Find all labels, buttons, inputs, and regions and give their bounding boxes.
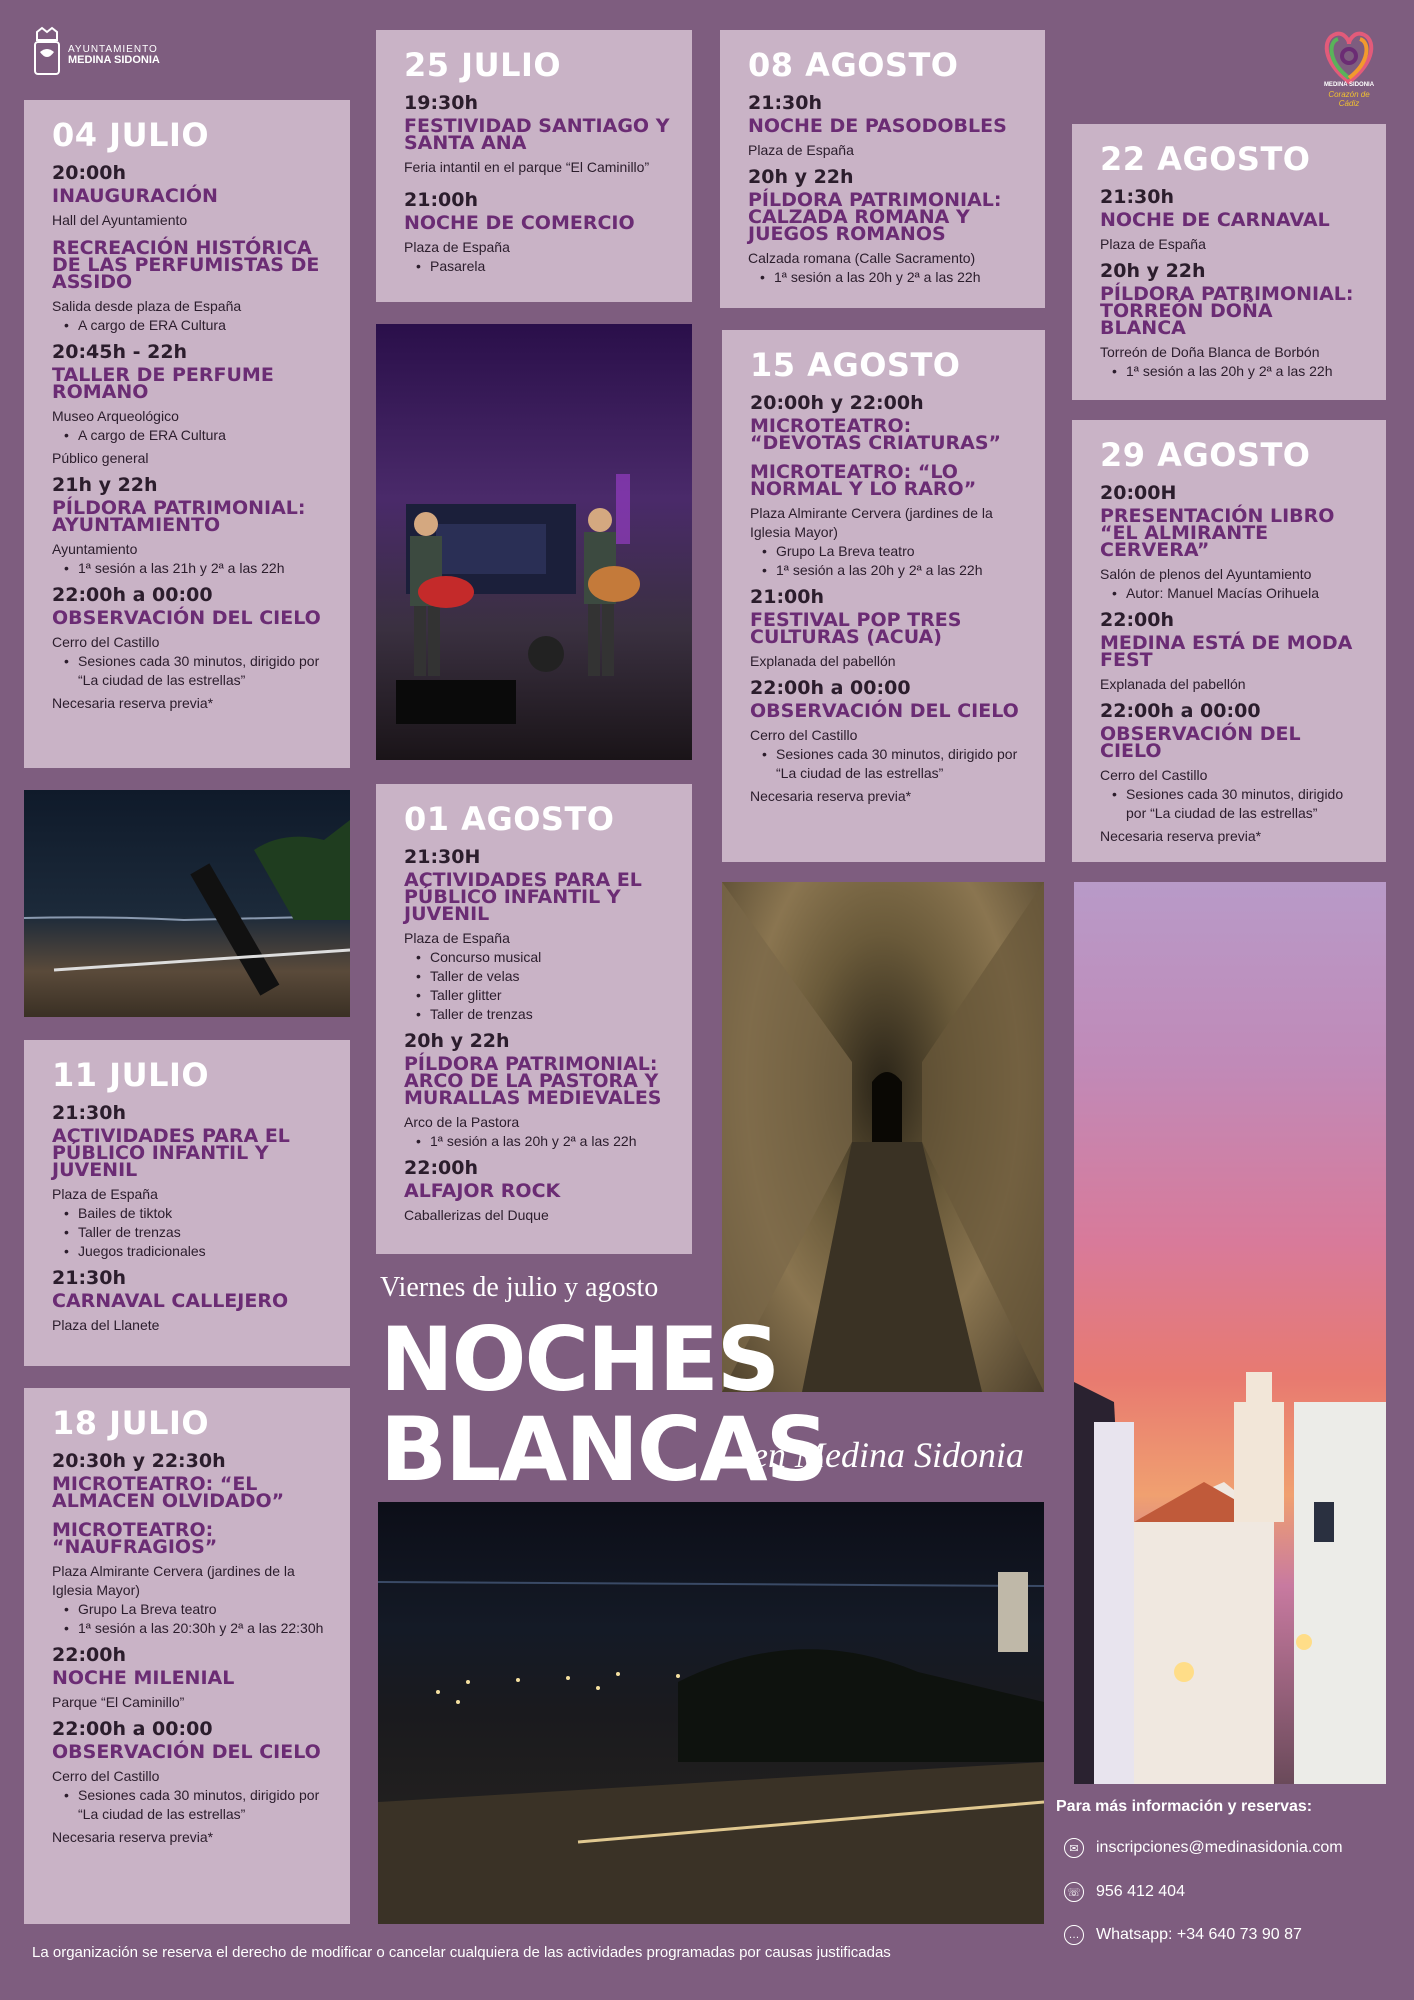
card-29-agosto — [1072, 420, 1386, 862]
reservation-note: Necesaria reserva previa* — [52, 1829, 214, 1845]
event-place: Plaza de España — [748, 142, 854, 158]
event-place: Cerro del Castillo — [750, 727, 858, 743]
whatsapp-text[interactable]: Whatsapp: +34 640 73 90 87 — [1096, 1926, 1302, 1943]
card-08-agosto — [720, 30, 1045, 308]
event-title: INAUGURACIÓN — [52, 185, 218, 207]
event-note: • Taller de trenzas — [64, 1223, 328, 1242]
event-title: NOCHE DE PASODOBLES — [748, 115, 1007, 137]
event-time: 22:00h a 00:00 — [52, 1718, 213, 1740]
event-note: • Bailes de tiktok — [64, 1204, 328, 1223]
event-place: Parque “El Caminillo” — [52, 1694, 185, 1710]
event-title: OBSERVACIÓN DEL CIELO — [52, 607, 321, 629]
event-time: 22:00h — [1100, 609, 1175, 631]
event-place: Plaza de España — [404, 930, 510, 946]
reservation-note: Necesaria reserva previa* — [52, 695, 214, 711]
brand-kicker: Viernes de julio y agosto — [380, 1272, 659, 1303]
brand-title-line2: BLANCAS — [380, 1398, 827, 1501]
brand-subtitle: en Medina Sidonia — [752, 1435, 1024, 1475]
event-note: • Sesiones cada 30 minutos, dirigido por “La ciudad de las estrellas” — [64, 652, 328, 690]
event-title: NOCHE DE CARNAVAL — [1100, 209, 1330, 231]
event-time: 20h y 22h — [1100, 260, 1206, 282]
event-time: 21:30h — [1100, 186, 1175, 208]
event-time: 22:00h — [404, 1157, 479, 1179]
photo-sunset-street — [1074, 882, 1386, 1784]
event-note: • Concurso musical — [416, 948, 670, 967]
date-heading: 29 AGOSTO — [1100, 436, 1311, 474]
event-note: • Taller glitter — [416, 986, 670, 1005]
corazon-de-cadiz-logo — [1318, 26, 1380, 108]
phone-text[interactable]: 956 412 404 — [1096, 1883, 1185, 1900]
event-place: Museo Arqueológico — [52, 408, 179, 424]
event-note: • A cargo de ERA Cultura — [64, 426, 328, 445]
event-place: Explanada del pabellón — [1100, 676, 1246, 692]
logo-line2: MEDINA SIDONIA — [68, 54, 160, 66]
event-title: OBSERVACIÓN DEL CIELO — [52, 1741, 321, 1763]
date-heading: 01 AGOSTO — [404, 800, 615, 838]
event-title: PÍLDORA PATRIMONIAL: CALZADA ROMANA Y JUEGOS ROMANOS — [748, 189, 1002, 245]
logo-line1: AYUNTAMIENTO — [68, 44, 158, 55]
card-25-julio — [376, 30, 692, 302]
card-04-julio — [24, 100, 350, 768]
event-note: • A cargo de ERA Cultura — [64, 316, 328, 335]
municipal-logo — [32, 26, 160, 84]
event-place: Explanada del pabellón — [750, 653, 896, 669]
event-place: Plaza Almirante Cervera (jardines de la Iglesia Mayor) — [52, 1563, 295, 1598]
event-time: 19:30h — [404, 92, 479, 114]
event-title: PÍLDORA PATRIMONIAL: TORREÓN DOÑA BLANCA — [1100, 283, 1354, 339]
event-note: • Taller de trenzas — [416, 1005, 670, 1024]
date-heading: 11 JULIO — [52, 1056, 210, 1094]
event-note: • 1ª sesión a las 20h y 2ª a las 22h — [760, 268, 1023, 287]
event-time: 22:00h a 00:00 — [52, 584, 213, 606]
event-place: Plaza de España — [1100, 236, 1206, 252]
date-heading: 08 AGOSTO — [748, 46, 959, 84]
event-time: 21:00h — [404, 189, 479, 211]
event-place: Plaza de España — [52, 1186, 158, 1202]
event-title: MICROTEATRO: “EL ALMACEN OLVIDADO” — [52, 1473, 285, 1512]
date-heading: 15 AGOSTO — [750, 346, 961, 384]
reservation-note: Necesaria reserva previa* — [750, 788, 912, 804]
event-time: 22:00h a 00:00 — [1100, 700, 1261, 722]
date-heading: 25 JULIO — [404, 46, 562, 84]
brand-title-line1: NOCHES — [380, 1308, 779, 1411]
contact-heading: Para más información y reservas: — [1056, 1798, 1313, 1815]
event-place: Caballerizas del Duque — [404, 1207, 549, 1223]
event-place: Cerro del Castillo — [1100, 767, 1208, 783]
event-title: NOCHE MILENIAL — [52, 1667, 235, 1689]
coat-of-arms-icon — [32, 26, 62, 84]
event-note: • Taller de velas — [416, 967, 670, 986]
whatsapp-icon: … — [1064, 1925, 1084, 1945]
event-place: Torreón de Doña Blanca de Borbón — [1100, 344, 1320, 360]
event-place: Plaza del Llanete — [52, 1317, 160, 1333]
event-note: • Sesiones cada 30 minutos, dirigido por “La ciudad de las estrellas” — [64, 1786, 328, 1824]
event-place: Arco de la Pastora — [404, 1114, 520, 1130]
email-text[interactable]: inscripciones@medinasidonia.com — [1096, 1839, 1343, 1856]
event-note: • Pasarela — [416, 257, 670, 276]
event-note: • Grupo La Breva teatro — [64, 1600, 328, 1619]
footer-disclaimer: La organización se reserva el derecho de modificar o cancelar cualquiera de las actividades programadas por causas justificadas — [32, 1944, 891, 1961]
event-time: 20h y 22h — [404, 1030, 510, 1052]
event-time: 21h y 22h — [52, 474, 158, 496]
date-heading: 22 AGOSTO — [1100, 140, 1311, 178]
event-title: TALLER DE PERFUME ROMANO — [52, 364, 274, 403]
event-place: Salida desde plaza de España — [52, 298, 242, 314]
event-title: MICROTEATRO: “DEVOTAS CRIATURAS” — [750, 415, 1002, 454]
event-title: FESTIVAL POP TRES CULTURAS (ACUA) — [750, 609, 962, 648]
heart-icon — [1318, 26, 1380, 88]
event-time: 20:00h — [52, 162, 127, 184]
event-note: • Sesiones cada 30 minutos, dirigido por “La ciudad de las estrellas” — [762, 745, 1023, 783]
event-title: MICROTEATRO: “LO NORMAL Y LO RARO” — [750, 461, 977, 500]
event-time: 20h y 22h — [748, 166, 854, 188]
date-heading: 04 JULIO — [52, 116, 210, 154]
event-note: • 1ª sesión a las 20h y 2ª a las 22h — [416, 1132, 670, 1151]
event-place: Calzada romana (Calle Sacramento) — [748, 250, 976, 266]
phone-icon: ☏ — [1064, 1882, 1084, 1902]
date-heading: 18 JULIO — [52, 1404, 210, 1442]
photo-telescope-night — [24, 790, 350, 1017]
event-note: • 1ª sesión a las 20h y 2ª a las 22h — [1112, 362, 1364, 381]
event-audience: Público general — [52, 450, 149, 466]
event-note: • 1ª sesión a las 20h y 2ª a las 22h — [762, 561, 1023, 580]
event-title: ACTIVIDADES PARA EL PÚBLICO INFANTIL Y JUVENIL — [404, 869, 642, 925]
event-time: 21:00h — [750, 586, 825, 608]
event-time: 20:00h y 22:00h — [750, 392, 924, 414]
event-time: 22:00h — [52, 1644, 127, 1666]
event-time: 21:30H — [404, 846, 481, 868]
photo-night-panorama — [378, 1502, 1044, 1924]
event-place: Salón de plenos del Ayuntamiento — [1100, 566, 1312, 582]
contact-whatsapp[interactable] — [1064, 1925, 1302, 1945]
event-title: NOCHE DE COMERCIO — [404, 212, 635, 234]
event-time: 21:30h — [52, 1267, 127, 1289]
event-place: Cerro del Castillo — [52, 1768, 160, 1784]
photo-rock-concert — [376, 324, 692, 760]
event-title: ALFAJOR ROCK — [404, 1180, 561, 1202]
card-22-agosto — [1072, 124, 1386, 400]
event-time: 20:00H — [1100, 482, 1177, 504]
event-note: • 1ª sesión a las 21h y 2ª a las 22h — [64, 559, 328, 578]
event-title: RECREACIÓN HISTÓRICA DE LAS PERFUMISTAS DE ASSIDO — [52, 237, 320, 293]
card-01-agosto — [376, 784, 692, 1254]
event-title: OBSERVACIÓN DEL CIELO — [1100, 723, 1301, 762]
event-title: PÍLDORA PATRIMONIAL: AYUNTAMIENTO — [52, 497, 306, 536]
event-title: CARNAVAL CALLEJERO — [52, 1290, 289, 1312]
event-title: OBSERVACIÓN DEL CIELO — [750, 700, 1019, 722]
event-title: FESTIVIDAD SANTIAGO Y SANTA ANA — [404, 115, 670, 154]
event-title: ACTIVIDADES PARA EL PÚBLICO INFANTIL Y JUVENIL — [52, 1125, 290, 1181]
event-place: Hall del Ayuntamiento — [52, 212, 188, 228]
event-note: • Autor: Manuel Macías Orihuela — [1112, 584, 1364, 603]
event-time: 20:45h - 22h — [52, 341, 188, 363]
event-time: 20:30h y 22:30h — [52, 1450, 226, 1472]
card-15-agosto — [722, 330, 1045, 862]
event-time: 22:00h a 00:00 — [750, 677, 911, 699]
event-place: Plaza de España — [404, 239, 510, 255]
event-title: PÍLDORA PATRIMONIAL: ARCO DE LA PASTORA Y MURALLAS MEDIEVALES — [404, 1053, 662, 1109]
card-18-julio — [24, 1388, 350, 1924]
event-title: MICROTEATRO: “NAUFRAGIOS” — [52, 1519, 218, 1558]
event-time: 21:30h — [52, 1102, 127, 1124]
reservation-note: Necesaria reserva previa* — [1100, 828, 1262, 844]
event-time: 21:30h — [748, 92, 823, 114]
event-note: • Juegos tradicionales — [64, 1242, 328, 1261]
event-place: Cerro del Castillo — [52, 634, 160, 650]
event-note: • 1ª sesión a las 20:30h y 2ª a las 22:30h — [64, 1619, 328, 1638]
event-note: • Sesiones cada 30 minutos, dirigido por “La ciudad de las estrellas” — [1112, 785, 1364, 823]
contact-phone[interactable] — [1064, 1882, 1185, 1902]
event-note: • Grupo La Breva teatro — [762, 542, 1023, 561]
logo-right-line1: MEDINA SIDONIA — [1323, 82, 1375, 88]
contact-email[interactable] — [1064, 1838, 1343, 1858]
event-title: MEDINA ESTÁ DE MODA FEST — [1100, 632, 1353, 671]
card-11-julio — [24, 1040, 350, 1366]
event-place: Feria intantil en el parque “El Caminillo” — [404, 159, 650, 175]
event-place: Ayuntamiento — [52, 541, 138, 557]
logo-right-line2: Corazón de Cádiz — [1328, 90, 1370, 108]
event-title: PRESENTACIÓN LIBRO “EL ALMIRANTE CERVERA” — [1100, 505, 1335, 561]
email-icon: ✉ — [1064, 1838, 1084, 1858]
event-place: Plaza Almirante Cervera (jardines de la Iglesia Mayor) — [750, 505, 993, 540]
